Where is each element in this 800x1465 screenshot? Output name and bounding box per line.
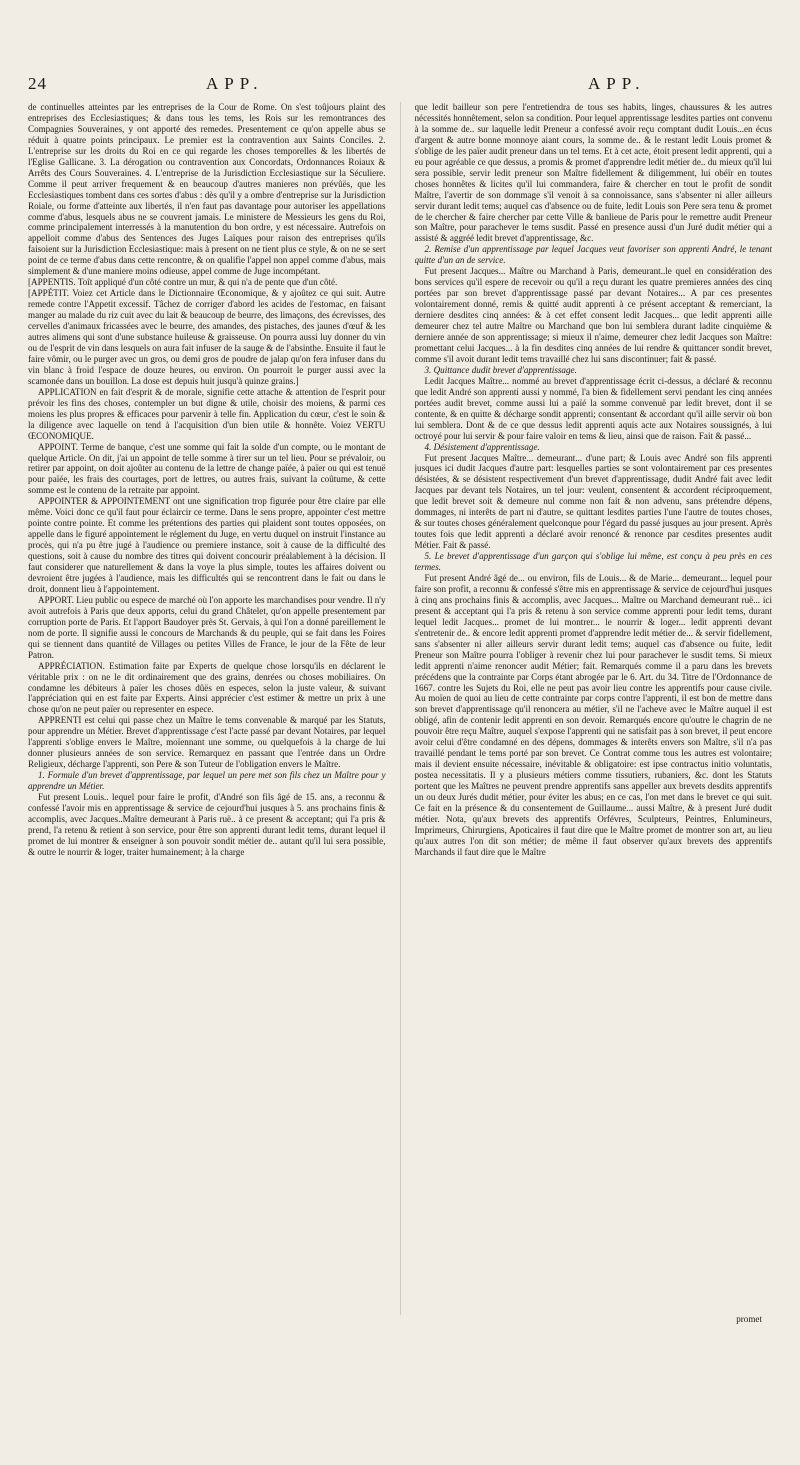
- paragraph: Fut present Jacques Maître... demeurant... d'une part; & Louis avec André son fils apprenti jusques ici dudit Jacques d'autre part: lesquelles parties se sont volontairement par ces presentes désistées, & se désistent respectivement d'un brevet d'apprentissage, dudit André fait avec ledit Jacques par devant tels Notaires, un tel jour: veulent, consentent & accordent réciproquement, que ledit brevet soit & demeure nul comme non fait & non advenu, sans prétendre dépens, dommages, ni interêts de part ni d'autre, se quittant lesdites parties l'une l'autre de toutes choses, & sur toutes choses généralement quelconque pour l'égard du passé jusques au jour present. Après toutes fois que ledit apprenti a déclaré avoir renoncé & renonce par cesdites presentes audit Métier. Fait & passé.: [414, 452, 772, 551]
- paragraph: [APPENTIS. Toît appliqué d'un côté contre un mur, & qui n'a de pente que d'un côté.: [28, 277, 338, 288]
- paragraph: APPORT. Lieu public ou espece de marché où l'on apporte les marchandises pour vendre. Il n'y avoit autrefois à Paris que deux apports, celui du grand Châtelet, qu'on appelle presentement par corruption porte de Paris. Et l'apport Baudoyer près St. Gervais, à qui l'on a donné pareillement le nom de porte. Il signifie aussi le concours de Marchands & du peuple, qui se fait dans les Foires qui se tiennent dans quantité de Villages ou petites Villes de France, le jour de la Fête de leur Patron.: [28, 594, 386, 660]
- paragraph: que ledit bailleur son pere l'entretiendra de tous ses habits, linges, chaussures & les autres nécessités honnêtement, selon sa condition. Pour lequel apprentissage lesdites parties ont convenu à la somme de.. sur laquelle ledit Preneur a confessé avoir reçu comptant dudit Louis...en écus d'argent & autre bonne monnoye aiant cours, la somme de.. & le restant ledit Louis promet & s'oblige de les païer audit preneur dans un tel tems. Et à cet acte, étoit present ledit apprenti, qui a eu pour agréable ce que dessus, a promis & promet d'apprendre ledit métier de.. du mieux qu'il lui sera possible, servir ledit preneur son Maître fidellement & diligemment, lui obéïr en toutes choses honnêtes & licites qu'il lui commandera, faire & chercher en tout le profit de sondit Maître, l'avertir de son dommage s'il venoit à sa connoissance, sans s'absenter ni aller ailleurs servir durant ledit tems; auquel cas d'absence ou de fuite, ledit Louis son Pere sera tenu & promet de le chercher & faire chercher par cette Ville & banlieue de Paris pour le remettre audit Preneur son Maître, pour parachever le tems susdit. Passé en presence aussi d'un Juré dudit métier qui a assisté & aggréé ledit brevet d'apprentissage, &c.: [414, 102, 772, 244]
- paragraph: APPLICATION en fait d'esprit & de morale, signifie cette attache & attention de l'esprit pour prévoir les fins des choses, contempler un but digne & utile, choisir des moiens, & parmi ces moiens les plus propres & efficaces pour parvenir à telle fin. Application du cœur, c'est le soin & la diligence avec laquelle on tend à l'acquisition d'un bien utile & honnête. Voiez VERTU ŒCONOMIQUE.: [28, 386, 386, 441]
- paragraph: 5. Le brevet d'apprentissage d'un garçon qui s'oblige lui même, est conçu à peu près en ces termes.: [414, 551, 772, 573]
- paragraph: APPRENTI est celui qui passe chez un Maître le tems convenable & marqué par les Statuts, pour apprendre un Métier. Brevet d'apprentissage c'est l'acte passé par devant Notaires, par lequel l'apprenti s'oblige envers le Maître, moïennant une somme, ou quelquefois à la charge de lui donner plusieurs années de son service. Remarquez en passant que l'entrée dans un Ordre Religieux, décharge l'apprenti, son Pere & son Tuteur de l'obligation envers le Maître.: [28, 715, 386, 770]
- paragraph: [APPÉTIT. Voiez cet Article dans le Dictionnaire Œconomique, & y ajoûtez ce qui suit. Autre remede contre l'Appetit excessif. Tâchez de corriger d'abord les acides de l'estomac, en faisant manger au malade du riz cuit avec du lait & beaucoup de beurre, des limaçons, des écrevisses, des cervelles d'animaux fricassées avec le beurre, des amandes, des pistaches, des jaunes d'œuf & les autres alimens qui sont d'une substance huileuse & graisseuse. On pourra aussi luy donner du vin ou de l'esprit de vin dans lesquels on aura fait infuser de la sauge & de l'absinthe. Ensuite il faut le faire vômir, ou le purger avec un gros, ou demi gros de poudre de jalap qu'on fera infuser dans du vin blanc à froid l'espace de douze heures, ou environ. On pourroit le purger aussi avec la scamonée dans un bouillon. La dose est depuis huit jusqu'à quinze grains.]: [28, 288, 386, 386]
- paragraph: 4. Désistement d'apprentissage.: [424, 441, 540, 452]
- paragraph: APPOINT. Terme de banque, c'est une somme qui fait la solde d'un compte, ou le montant de quelque Article. On dit, j'ai un appoint de telle somme à tirer sur un tel lieu. Pour se prévaloir, ou retirer par appoint, on doit ajoûter au contenu de la lettre de change païée, à païer ou qui est tenuë pour païée, les frais des courtages, port de lettres, ou autres frais, suivant la coûtume, & cette somme est le contenu de la retraite par appoint.: [28, 441, 386, 496]
- paragraph: Ledit Jacques Maître... nommé au brevet d'apprentissage écrit ci-dessus, a déclaré & reconnu que ledit André son apprenti aussi y nommé, l'a bien & fidellement servi pendant les cinq années portées audit brevet, comme aussi lui a païé la somme convenuë par ledit brevet, dont il se contente, & en quitte & décharge sondit apprenti; consentant & accordant qu'il aille servir où bon lui semblera. Dont & de ce que dessus ledit apprenti aquis acte aux Notaires soussignés, à lui octroyé pour lui servir & pour faire valoir en tems & lieu, ainsi que de raison. Fait & passé...: [414, 375, 772, 441]
- paragraph: Fut present André âgé de... ou environ, fils de Louis... & de Marie... demeurant... lequel pour faire son profit, a reconnu & confessé s'être mis en apprentissage & service de cejourd'hui jusques à cinq ans prochains finis & accomplis, avec Jacques... Maître ou Marchand demeurant ruë... ici present & acceptant qui l'a pris & retenu à son service comme apprenti pour ledit tems, durant lequel ledit Jacques... promet de lui montrer... le nourrir & loger... ledit apprenti devant s'entretenir de.. & encore ledit apprenti promet d'apprendre ledit métier de... & servir fidellement, sans s'absenter ni aller ailleurs servir durant ledit tems; auquel cas d'absence ou fuite, ledit Preneur son Maître pourra l'obliger à revenir chez lui pour parachever le susdit tems. Si mieux ledit apprenti n'aime renoncer audit Métier; fait. Remarqués comme il a paru dans les brevets précédens que la contrainte par Corps étant abrogée par le 6. Art. du 34. Titre de l'Ordonnance de 1667. contre les Sujets du Roi, elle ne peut pas avoir lieu contre les apprentifs pour cause civile. Au moïen de quoi au lieu de cette contrainte par corps contre l'apprenti, il est bon de mettre dans son brevet d'apprentissage qu'il renoncera au métier, s'il ne l'acheve avec le Maître auquel il est obligé, afin de contenir ledit apprenti en son devoir. Remarqués encore qu'outre le chagrin de ne pouvoir être reçu Maître, auquel s'expose l'apprenti qui ne satisfait pas à son brevet, il peut encore avoir celui d'être condamné en des dépens, dommages & interêts envers son Maître, s'il n'a pas travaillé pendant le tems porté par son brevet. Ce Contrat comme tous les autres est volontaire; mais il devient ensuite nécessaire, inévitable & obligatoire: est ipse contractus initio voluntatis, postea necessitatis. Il y a plusieurs métiers comme tissutiers, rubaniers, &c. dont les Statuts portent que les Maîtres ne peuvent prendre apprentifs sans appeller aux brevets desdits apprentifs un ou deux Jurés dudit métier, pour éviter les abus; en ce cas, l'on met dans le brevet ce qui suit. Ce fait en la présence & du consentement de Guillaume... aussi Maître, & à present Juré dudit métier. Nota, qu'aux brevets des apprentifs Orfévres, Sculpteurs, Peintres, Enlumineurs, Imprimeurs, Chirurgiens, Apoticaires il faut dire que le Maître promet de montrer son art, au lieu qu'aux autres l'on dit son métier; de même il faut observer qu'aux brevets des apprentifs Marchands il faut dire que le Maître: [414, 572, 772, 857]
- running-head-right: APP.: [588, 74, 646, 93]
- paragraph: Fut present Jacques... Maître ou Marchand à Paris, demeurant..le quel en considération des bons services qu'il espere de recevoir ou qu'il a reçu durant les quatre premieres années des cinq portées par son brevet d'apprentissage passé par devant Notaires... A par ces presentes volontairement donné, remis & quitté audit apprenti à ce présent acceptant & remerciant, la derniere desdites cinq années: & à cet effet consent ledit Jacques... que ledit apprenti aille demeurer chez tel autre Maître ou Marchand que bon lui semblera durant ladite cinquième & derniere année de son apprentissage; si mieux il n'aime, demeurer chez ledit Jacques son Maître: promettant celui Jacques... à la fin desdites cinq années de lui rendre & quittancer sondit brevet, comme s'il avoit durant ledit tems travaillé chez lui sans discontinuer; fait & passé.: [414, 266, 772, 364]
- text-columns: [28, 102, 772, 1315]
- paragraph: 3. Quittance dudit brevet d'apprentissage.: [424, 364, 577, 375]
- right-column: [415, 102, 773, 1315]
- column-gutter: [400, 102, 401, 1315]
- paragraph: 2. Remise d'un apprentissage par lequel Jacques veut favoriser son apprenti André, le tenant quitte d'un an de service.: [414, 244, 772, 266]
- catchword: promet: [736, 1314, 762, 1324]
- paragraph: Fut present Louis.. lequel pour faire le profit, d'André son fils âgé de 15. ans, a reconnu & confessé l'avoir mis en apprentissage & service de cejourd'hui jusques à 5. ans prochains finis & accomplis, avec Jacques..Maître demeurant à Paris ruë.. à ce present & acceptant; qui l'a pris & prend, l'a retenu & retient à son service, pour être son apprenti durant ledit tems, durant lequel il promet de lui montrer & enseigner à son pouvoir sondit métier de.. autant qu'il lui sera possible, & outre le nourrir & loger, traiter humainement; à la charge: [28, 792, 386, 857]
- page-header: [28, 74, 772, 96]
- running-head-left: APP.: [206, 74, 264, 93]
- paragraph: APPOINTER & APPOINTEMENT ont une signification trop figurée pour être claire par elle même. Voici donc ce qu'il faut pour éclaircir ce terme. Dans le sens propre, appointer c'est mettre pointe contre pointe. Et comme les prétentions des parties qui plaident sont toutes opposées, on appelle dans le figuré appointement le réglement du Juge, en vertu duquel on instruit l'instance au procès, qui n'a pu être jugé à l'audience ou premiere instance, soit à cause de la difficulté des questions, soit à cause du nombre des titres qui doivent concourir préalablement à la décision. Il faut considerer que naturellement & dans la voye la plus simple, toutes les affaires doivent ou devroient être jugées à l'audience, mais les difficultés qui se rencontrent dans le fait ou dans le droit, donnent lieu à l'appointement.: [28, 496, 386, 594]
- page-number: 24: [28, 74, 47, 93]
- paragraph: de continuelles atteintes par les entreprises de la Cour de Rome. On s'est toûjours plaint des entreprises des Ecclesiastiques; & dans tous les tems, les Rois sur les remontrances des Compagnies Souveraines, y ont apporté des remedes. Presentement ce qu'on appelle abus se réduit à quatre points principaux. Le premier est la contravention aux Saints Conciles. 2. L'entreprise sur les droits du Roi en ce qui regarde les choses temporelles & les libertés de l'Eglise Gallicane. 3. La dérogation ou contravention aux Concordats, Ordonnances Roiaux & Arrêts des Cours Souveraines. 4. L'entreprise de la Jurisdiction Ecclesiastique sur la Séculiere. Comme il peut arriver frequement & en beaucoup d'autres manieres non prévûës, que les Ecclesiastiques tombent dans ces sortes d'abus : dès qu'il y a ombre d'entreprise sur la Jurisdiction Roiale, ou forme d'atteinte aux libertés, il n'en faut pas davantage pour autoriser les appellations comme d'abus, lesquels abus ne se couvrent jamais. Le ministere de Messieurs les gens du Roi, comme principalement interressés à la manutention du bon ordre, y est nécessaire. Autrefois on appelloit comme d'abus des Sentences des Juges Laïques pour raison des entreprises qu'ils faisoient sur la Jurisdiction Ecclesiastique: mais à present on ne tient plus ce style, & on ne se sert point de ce terme d'abus dans cette rencontre, & on qualifie l'appel non appel comme d'abus, mais simplement & d'une maniere moins odieuse, appel comme de Juge incompétant.: [28, 102, 386, 277]
- paragraph: APPRÉCIATION. Estimation faite par Experts de quelque chose lorsqu'ils en déclarent le véritable prix : on ne le dit ordinairement que des grains, denrées ou choses mobiliaires. On condamne les débiteurs à païer les choses dûës en especes, selon la juste valeur, & suivant l'appréciation qui en est faite par Experts. Ainsi apprécier c'est estimer & mettre un prix à une chose qu'on ne peut païer ou representer en espece.: [28, 660, 386, 715]
- paragraph: 1. Formule d'un brevet d'apprentissage, par lequel un pere met son fils chez un Maître pour y apprendre un Métier.: [28, 770, 386, 792]
- left-column: [28, 102, 386, 1315]
